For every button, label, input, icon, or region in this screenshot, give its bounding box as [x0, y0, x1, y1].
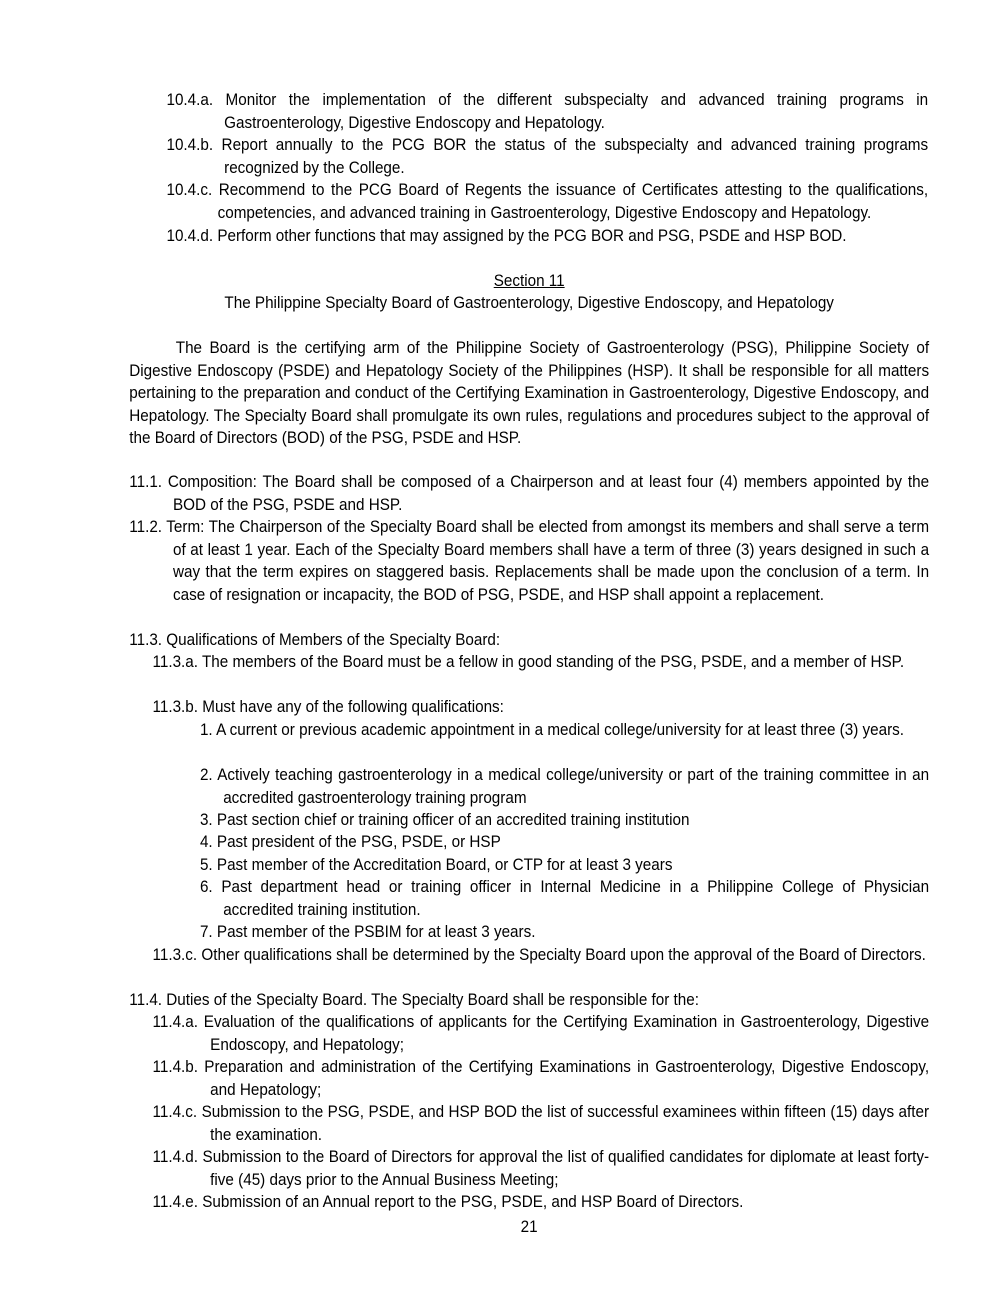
page-number: 21	[520, 1218, 538, 1236]
qualification-item-6	[200, 876, 929, 921]
item-text: Actively teaching gastroenterology in a medical college/university or part of the training committee in an accredited gastroenterology training program	[217, 766, 930, 807]
list-item-11-3-a	[153, 651, 930, 674]
qualification-item-1	[200, 719, 929, 742]
intro-paragraph: The Board is the certifying arm of the Philippine Society of Gastroenterology (PSG), Philippine Society of Digestive Endoscopy (PSDE) and Hepatology Society of the Philippines (HSP). It shall be responsible for all matters pertaining to the preparation and conduct of the Certifying Examination in Gastroenterology, Digestive Endoscopy, and Hepatology. The Specialty Board shall promulgate its own rules, regulations and procedures subject to the approval of the Board of Directors (BOD) of the PSG, PSDE and HSP.	[129, 339, 930, 447]
item-text: The members of the Board must be a fellow in good standing of the PSG, PSDE, and a member of HSP.	[201, 653, 905, 671]
item-number: 11.3.c.	[152, 946, 198, 964]
item-number: 11.4.c.	[152, 1103, 198, 1121]
item-text: Past member of the PSBIM for at least 3 years.	[216, 923, 536, 941]
item-number: 10.4.d.	[166, 227, 214, 245]
item-number: 10.4.b.	[166, 136, 214, 154]
item-number: 11.4.	[129, 991, 163, 1009]
duty-item-11-4-b	[153, 1056, 930, 1101]
list-item-11-3-c	[153, 944, 930, 967]
item-number: 11.3.a.	[152, 653, 199, 671]
list-item-10-4-d	[166, 225, 928, 248]
item-number: 6.	[199, 878, 213, 896]
item-text: Composition: The Board shall be composed of a Chairperson and at least four (4) members appointed by the BOD of the PSG, PSDE and HSP.	[167, 473, 930, 514]
list-item-11-3	[129, 629, 929, 652]
qualification-item-3	[200, 809, 929, 832]
item-number: 11.1.	[129, 473, 163, 491]
list-item-11-3-b	[153, 696, 930, 719]
item-number: 11.3.b.	[152, 698, 199, 716]
item-number: 3.	[199, 811, 213, 829]
item-text: Perform other functions that may assigned by the PCG BOR and PSG, PSDE and HSP BOD.	[217, 227, 847, 245]
list-item-11-4	[129, 989, 929, 1012]
item-number: 1.	[199, 721, 213, 739]
qualification-item-7	[200, 921, 929, 944]
item-text: A current or previous academic appointment in a medical college/university for at least three (3) years.	[216, 721, 905, 739]
item-text: Submission to the Board of Directors for approval the list of qualified candidates for diplomate at least forty-five (45) days prior to the Annual Business Meeting;	[202, 1148, 930, 1189]
item-text: Past member of the Accreditation Board, or CTP for at least 3 years	[216, 856, 673, 874]
item-text: Must have any of the following qualifications:	[202, 698, 504, 716]
item-text: Recommend to the PCG Board of Regents the issuance of Certificates attesting to the qualifications, competencies, and advanced training in Gastroenterology, Digestive Endoscopy and Hepatology.	[217, 181, 929, 222]
list-item-11-2	[129, 516, 929, 606]
item-text: Preparation and administration of the Certifying Examinations in Gastroenterology, Digestive Endoscopy, and Hepatology;	[204, 1058, 930, 1099]
item-number: 11.4.a.	[152, 1013, 199, 1031]
item-number: 10.4.c.	[166, 181, 213, 199]
list-item-10-4-a	[166, 89, 928, 134]
item-text: Monitor the implementation of the different subspecialty and advanced training programs in Gastroenterology, Digestive Endoscopy and Hepatology.	[224, 91, 929, 132]
item-number: 11.4.d.	[152, 1148, 199, 1166]
item-text: Evaluation of the qualifications of applicants for the Certifying Examination in Gastroenterology, Digestive Endoscopy, and Hepatology;	[203, 1013, 930, 1054]
item-number: 11.2.	[129, 518, 163, 536]
section-heading: Section 11	[493, 272, 565, 290]
item-text: Submission to the PSG, PSDE, and HSP BOD the list of successful examinees within fifteen (15) days after the examination.	[201, 1103, 930, 1144]
item-number: 2.	[199, 766, 213, 784]
item-text: Submission of an Annual report to the PSG, PSDE, and HSP Board of Directors.	[202, 1193, 744, 1211]
item-text: Other qualifications shall be determined by the Specialty Board upon the approval of the Board of Directors.	[201, 946, 926, 964]
duty-item-11-4-e	[153, 1191, 930, 1214]
item-number: 10.4.a.	[166, 91, 214, 109]
qualification-item-4	[200, 831, 929, 854]
item-number: 5.	[199, 856, 213, 874]
item-text: Past section chief or training officer of an accredited training institution	[216, 811, 690, 829]
duty-item-11-4-c	[153, 1101, 930, 1146]
item-text: Past department head or training officer in Internal Medicine in a Philippine College of Physician accredited training institution.	[221, 878, 930, 919]
item-number: 7.	[199, 923, 213, 941]
section-subtitle: The Philippine Specialty Board of Gastroenterology, Digestive Endoscopy, and Hepatology	[224, 294, 834, 312]
item-text: Qualifications of Members of the Specialty Board:	[166, 631, 501, 649]
list-item-11-1	[129, 471, 929, 516]
item-number: 11.3.	[129, 631, 163, 649]
item-text: Duties of the Specialty Board. The Specialty Board shall be responsible for the:	[166, 991, 699, 1009]
item-number: 4.	[199, 833, 213, 851]
duty-item-11-4-a	[153, 1011, 930, 1056]
item-number: 11.4.b.	[152, 1058, 199, 1076]
item-number: 11.4.e.	[152, 1193, 199, 1211]
list-item-10-4-c	[166, 179, 928, 224]
qualification-item-2	[200, 764, 929, 809]
item-text: Term: The Chairperson of the Specialty Board shall be elected from amongst its members and shall serve a term of at least 1 year. Each of the Specialty Board members shall have a term of three (3) years designed in such a way that the term expires on staggered basis. Replacements shall be made upon the conclusion of a term. In case of resignation or incapacity, the BOD of PSG, PSDE, and HSP shall appoint a replacement.	[166, 518, 930, 604]
qualification-item-5	[200, 854, 929, 877]
list-item-10-4-b	[166, 134, 928, 179]
item-text: Past president of the PSG, PSDE, or HSP	[216, 833, 501, 851]
duty-item-11-4-d	[153, 1146, 930, 1191]
item-text: Report annually to the PCG BOR the status of the subspecialty and advanced training programs recognized by the College.	[221, 136, 929, 177]
